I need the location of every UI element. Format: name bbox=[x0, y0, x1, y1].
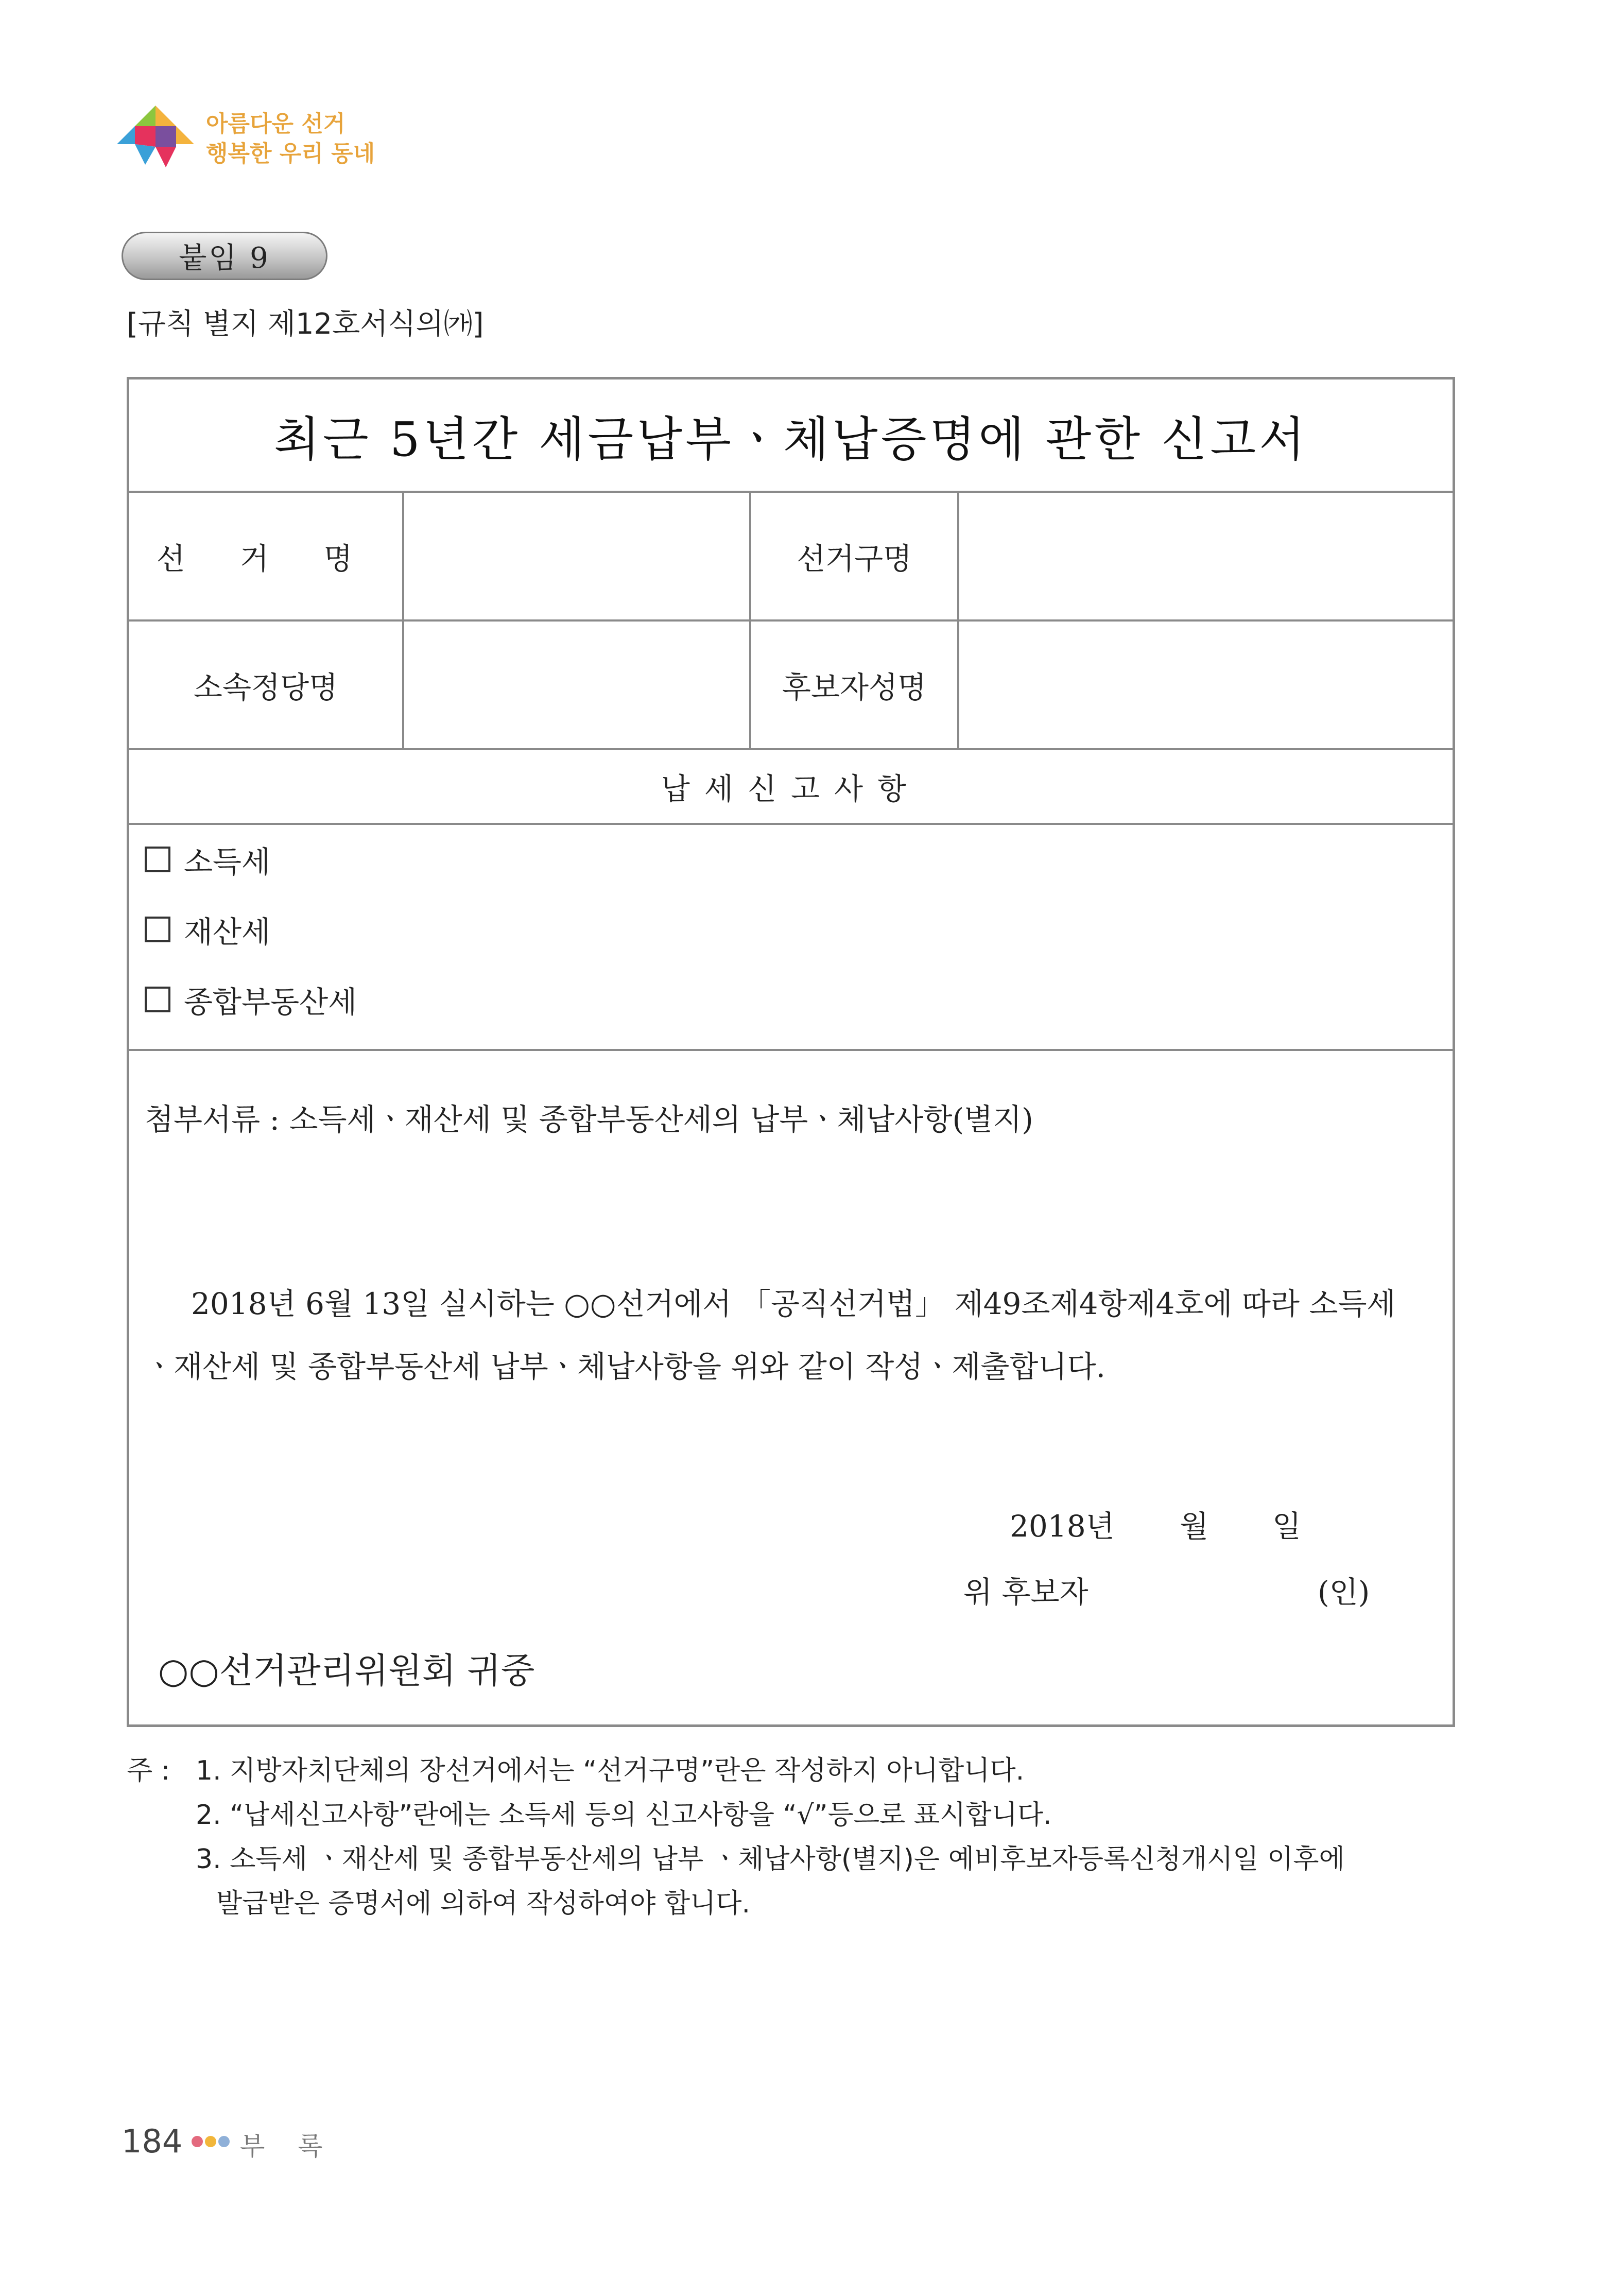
page-number: 184 bbox=[122, 2123, 183, 2160]
note-item: 2. “납세신고사항”란에는 소득세 등의 신고사항을 “√”등으로 표시합니다. bbox=[196, 1800, 1052, 1831]
checkbox-row-comprehensive-real-estate-tax[interactable] bbox=[145, 978, 357, 1021]
logo-icon bbox=[114, 103, 197, 170]
label-district-name: 선거구명 bbox=[796, 541, 912, 576]
dot-icon bbox=[192, 2136, 203, 2147]
attachment-documents: 첨부서류 : 소득세ㆍ재산세 및 종합부동산세의 납부ㆍ체납사항(별지) bbox=[145, 1102, 1033, 1137]
date-day: 일 bbox=[1272, 1509, 1302, 1544]
section-header-tax-report: 납세신고사항 bbox=[661, 771, 921, 806]
note-item: 3. 소득세 ㆍ재산세 및 종합부동산세의 납부 ㆍ체납사항(별지)은 예비후보자등록신청개시일 이후에 bbox=[196, 1844, 1345, 1875]
attachment-badge: 붙임 9 bbox=[122, 232, 327, 280]
seal-mark: (인) bbox=[1318, 1575, 1370, 1610]
dot-icon bbox=[218, 2136, 230, 2147]
checkbox[interactable] bbox=[145, 847, 170, 872]
rule-reference: [규칙 별지 제12호서식의㈎] bbox=[127, 307, 484, 341]
declaration-line-1: 2018년 6월 13일 실시하는 ○○선거에서 「공직선거법」 제49조제4항제4호에 따라 소득세 bbox=[191, 1286, 1396, 1321]
checkbox-row-property-tax[interactable] bbox=[145, 908, 270, 951]
checkbox-label: 종합부동산세 bbox=[184, 985, 357, 1020]
note-item: 발급받은 증명서에 의하여 작성하여야 합니다. bbox=[216, 1888, 751, 1919]
field-district-name[interactable] bbox=[959, 493, 1453, 619]
label-party-name: 소속정당명 bbox=[193, 669, 338, 705]
note-item: 1. 지방자치단체의 장선거에서는 “선거구명”란은 작성하지 아니합니다. bbox=[196, 1755, 1025, 1786]
label-election-name: 선 거 명 bbox=[156, 541, 375, 576]
checkbox[interactable] bbox=[145, 987, 170, 1012]
field-party-name[interactable] bbox=[404, 622, 749, 748]
divider bbox=[129, 1049, 1453, 1051]
divider bbox=[402, 492, 404, 749]
form-title: 최근 5년간 세금납부ㆍ체납증명에 관한 신고서 bbox=[273, 412, 1308, 467]
signer-label: 위 후보자 bbox=[963, 1575, 1089, 1610]
addressee: ○○선거관리위원회 귀중 bbox=[158, 1651, 535, 1692]
checkbox-label: 소득세 bbox=[184, 844, 271, 879]
label-candidate-name: 후보자성명 bbox=[782, 669, 927, 705]
date-month: 월 bbox=[1180, 1509, 1209, 1544]
divider bbox=[957, 492, 959, 749]
notes-prefix: 주 : bbox=[127, 1755, 170, 1786]
section-label: 부 록 bbox=[240, 2131, 335, 2161]
checkbox-row-income-tax[interactable] bbox=[145, 838, 270, 881]
report-form bbox=[127, 377, 1455, 1727]
dot-icon bbox=[205, 2136, 216, 2147]
checkbox-label: 재산세 bbox=[184, 914, 271, 950]
divider bbox=[749, 492, 751, 749]
date-year: 2018년 bbox=[1010, 1509, 1115, 1544]
checkbox[interactable] bbox=[145, 917, 170, 942]
logo-text-line2: 행복한 우리 동네 bbox=[206, 141, 375, 167]
field-candidate-name[interactable] bbox=[959, 622, 1453, 748]
field-election-name[interactable] bbox=[404, 493, 749, 619]
declaration-line-2: ㆍ재산세 및 종합부동산세 납부ㆍ체납사항을 위와 같이 작성ㆍ제출합니다. bbox=[145, 1349, 1105, 1384]
divider bbox=[129, 823, 1453, 825]
logo-text-line1: 아름다운 선거 bbox=[206, 111, 345, 137]
